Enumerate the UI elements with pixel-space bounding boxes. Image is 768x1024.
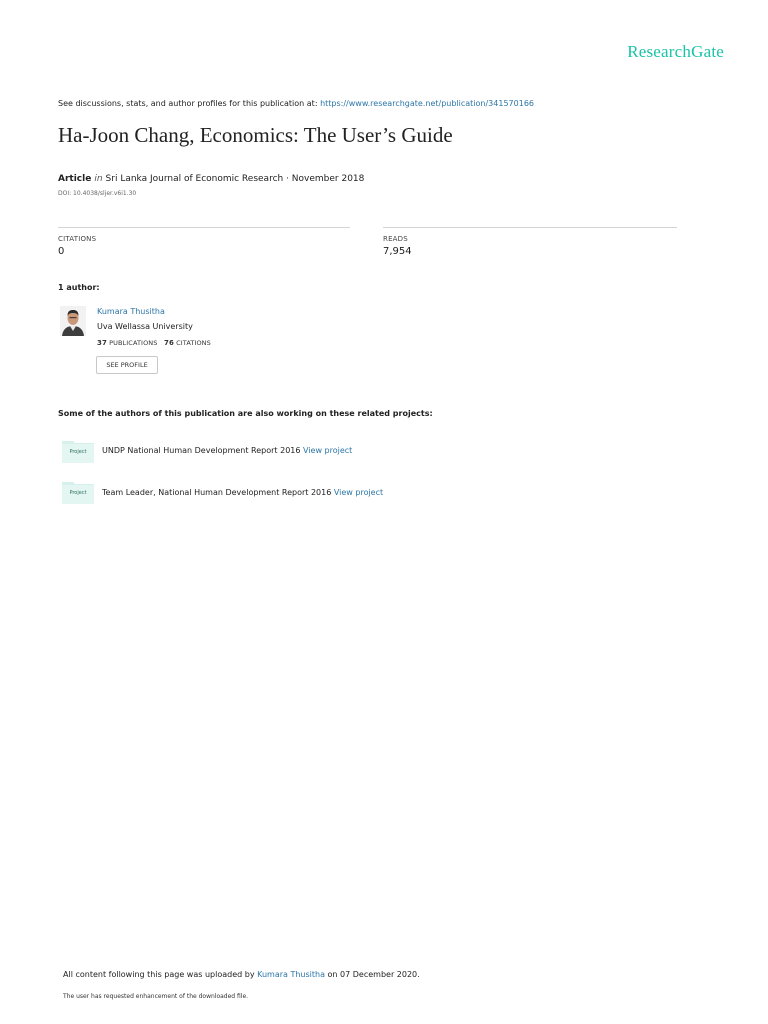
- project-title: UNDP National Human Development Report 2016: [102, 446, 304, 455]
- project-folder-label: Project: [69, 490, 87, 496]
- reads-label: READS: [383, 235, 408, 243]
- citations-label: CITATIONS: [58, 235, 97, 243]
- author-stats: [97, 339, 211, 347]
- upload-note: [63, 970, 420, 979]
- publication-venue-date: Sri Lanka Journal of Economic Research · November 2018: [105, 174, 365, 184]
- project-folder-label: Project: [69, 449, 87, 455]
- project-item: [102, 488, 383, 497]
- publication-meta: [58, 174, 364, 184]
- author-citations-count: 76: [163, 339, 174, 347]
- project-folder-icon: [62, 439, 94, 463]
- publication-title: Ha-Joon Chang, Economics: The User’s Guide: [58, 123, 453, 147]
- intro-text: See discussions, stats, and author profiles for this publication at:: [58, 99, 321, 108]
- view-project-link[interactable]: View project: [303, 446, 353, 455]
- project-title: Team Leader, National Human Development Report 2016: [102, 488, 334, 497]
- reads-divider: [383, 227, 677, 228]
- reads-value: 7,954: [383, 246, 412, 257]
- intro-line: [58, 99, 534, 108]
- author-institution: Uva Wellassa University: [97, 322, 193, 331]
- author-name-link[interactable]: Kumara Thusitha: [97, 307, 165, 316]
- project-folder-icon: [62, 480, 94, 504]
- project-item: [102, 446, 352, 455]
- upload-prefix: All content following this page was uploaded by: [63, 970, 258, 979]
- author-publications-count: 37: [97, 339, 107, 347]
- enhancement-note: The user has requested enhancement of the downloaded file.: [63, 993, 249, 1000]
- publication-url-link[interactable]: https://www.researchgate.net/publication/341570166: [320, 99, 534, 108]
- author-avatar[interactable]: [60, 306, 86, 336]
- in-word: in: [94, 174, 103, 184]
- related-projects-heading: Some of the authors of this publication are also working on these related projects:: [58, 409, 433, 418]
- view-project-link[interactable]: View project: [333, 488, 384, 497]
- authors-heading: 1 author:: [58, 283, 100, 292]
- see-profile-button[interactable]: SEE PROFILE: [96, 356, 158, 374]
- citations-value: 0: [58, 246, 65, 257]
- person-photo-icon: [60, 306, 86, 336]
- publication-doi: DOI: 10.4038/sljer.v6i1.30: [58, 190, 137, 197]
- author-citations-label: CITATIONS: [176, 339, 211, 347]
- upload-suffix: on 07 December 2020.: [324, 970, 420, 979]
- researchgate-logo[interactable]: ResearchGate: [627, 42, 724, 61]
- uploader-link[interactable]: Kumara Thusitha: [257, 970, 325, 979]
- citations-divider: [58, 227, 350, 228]
- publication-type: Article: [58, 174, 92, 184]
- author-publications-label: PUBLICATIONS: [109, 339, 158, 347]
